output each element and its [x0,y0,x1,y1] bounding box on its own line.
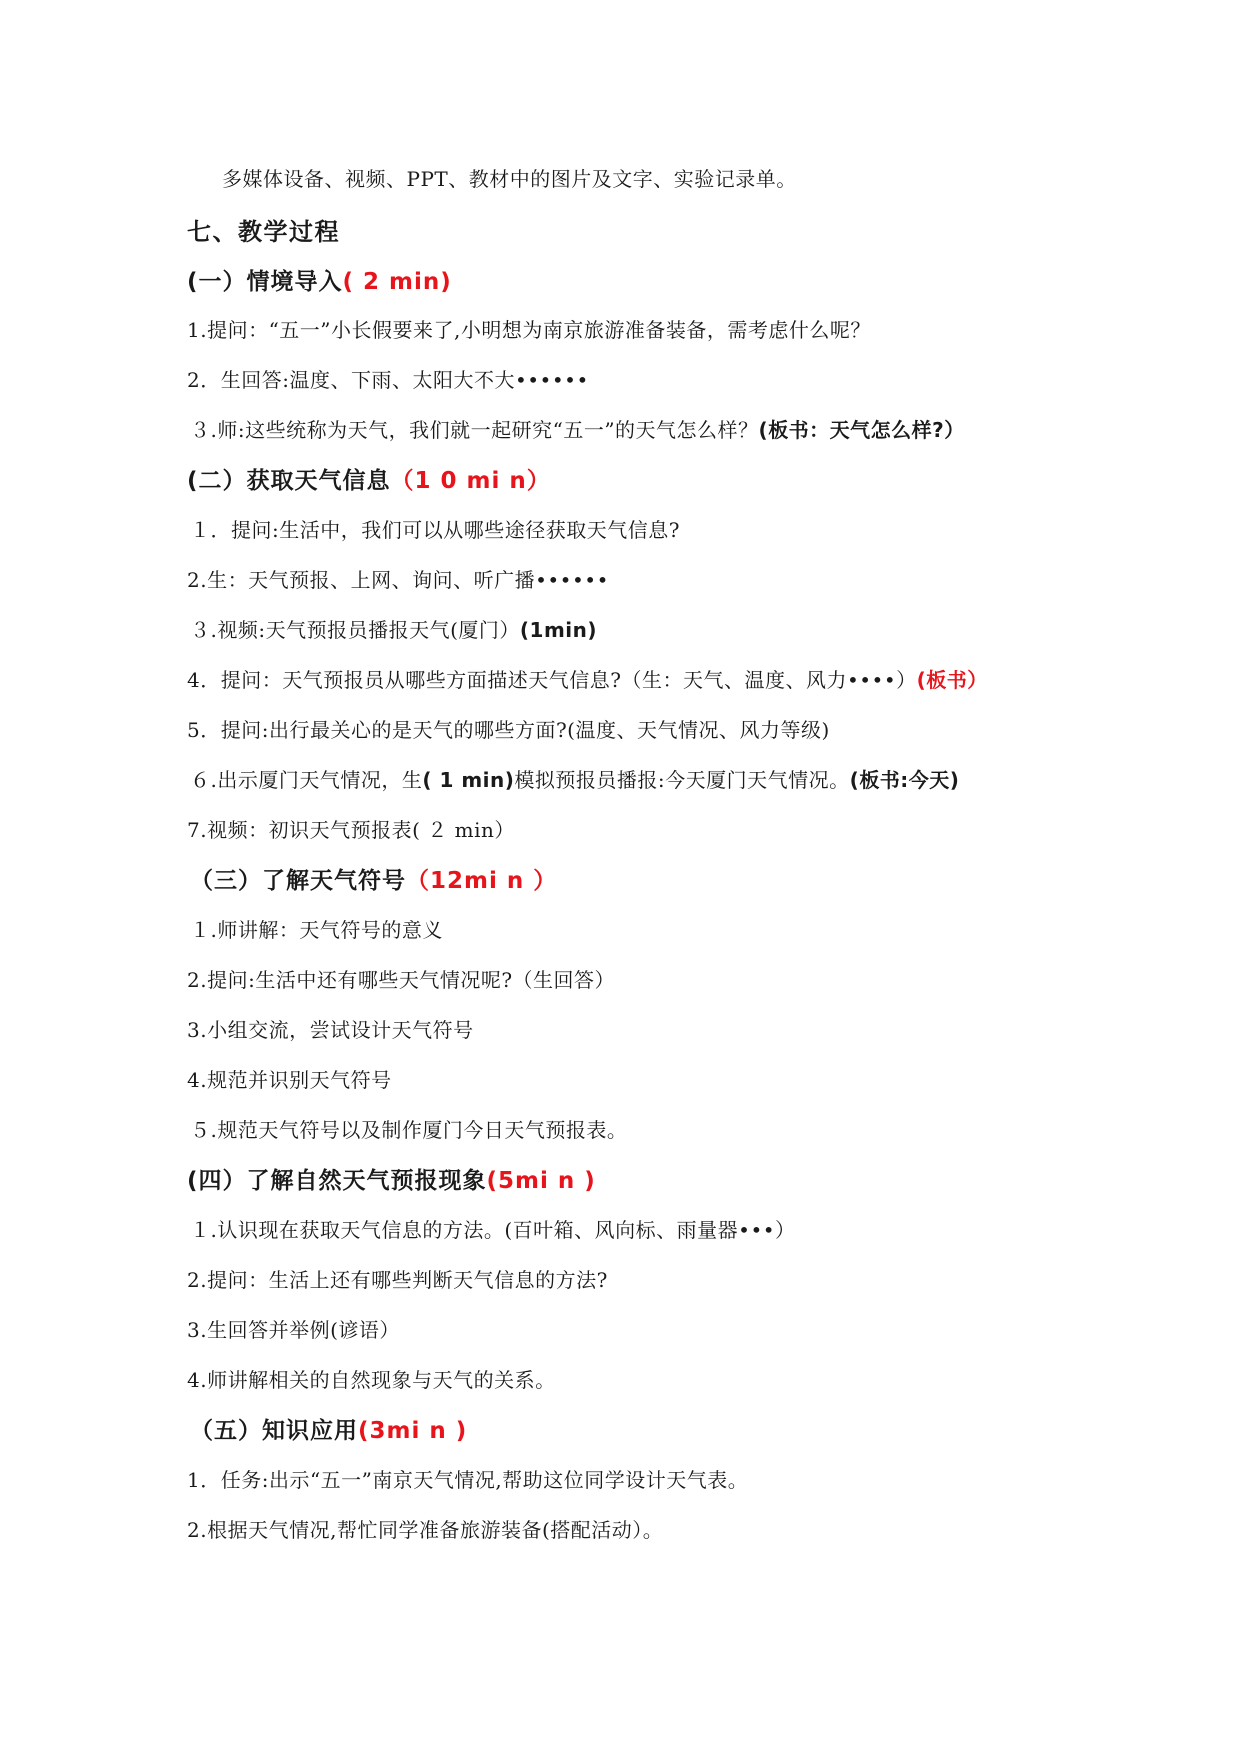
list-item [190,617,597,643]
part-heading [187,1166,596,1196]
part-heading [190,866,557,896]
list-item: 3.生回答并举例(谚语） [187,1318,400,1342]
section-title: 七、教学过程 [187,218,340,246]
part-time: (5mi n ) [486,1168,596,1194]
list-item: 1.提问：“五一”小长假要来了,小明想为南京旅游准备装备，需考虑什么呢？ [187,318,871,342]
materials-line: 多媒体设备、视频、PPT、教材中的图片及文字、实验记录单。 [222,167,797,191]
part-heading-label: (四）了解自然天气预报现象 [187,1168,487,1194]
part-time: （1 0 mi n） [390,468,551,494]
list-item: 5．提问:出行最关心的是天气的哪些方面?(温度、天气情况、风力等级) [187,718,830,742]
part-time: ( 2 min) [342,269,452,295]
list-item: ５.规范天气符号以及制作厦门今日天气预报表。 [190,1118,628,1142]
list-item [187,667,988,693]
list-item: １.认识现在获取天气信息的方法。(百叶箱、风向标、雨量器•••） [190,1218,796,1242]
list-item: 2.根据天气情况,帮忙同学准备旅游装备(搭配活动）。 [187,1518,664,1542]
part-heading [187,466,551,496]
list-item-text: ３.视频:天气预报员播报天气(厦门） [190,618,520,642]
list-item-text: 4．提问：天气预报员从哪些方面描述天气信息?（生：天气、温度、风力••••） [187,668,917,692]
list-item-text: ６.出示厦门天气情况，生 [190,768,423,792]
blackboard-note: (板书:今天) [849,768,960,792]
list-item: １.师讲解：天气符号的意义 [190,918,443,942]
part-heading-label: （五）知识应用 [190,1418,358,1444]
part-time: （12mi n ） [406,868,558,894]
part-time: (3mi n ) [358,1418,468,1444]
list-item: 4.规范并识别天气符号 [187,1068,392,1092]
list-item [190,767,959,793]
list-item-text: 模拟预报员播报:今天厦门天气情况。 [514,768,850,792]
part-heading [190,1416,467,1446]
part-heading-label: (二）获取天气信息 [187,468,391,494]
list-item: 4.师讲解相关的自然现象与天气的关系。 [187,1368,556,1392]
list-item [190,417,965,443]
part-heading [187,267,452,297]
time-note: (1min) [519,618,598,642]
list-item-text: ３.师:这些统称为天气，我们就一起研究“五一”的天气怎么样？ [190,418,759,442]
list-item: 7.视频：初识天气预报表( ２ min） [187,818,515,842]
part-heading-label: （三）了解天气符号 [190,868,406,894]
blackboard-note: (板书：天气怎么样?） [758,418,965,442]
list-item: 2.提问:生活中还有哪些天气情况呢?（生回答） [187,968,616,992]
list-item: 2.生：天气预报、上网、询问、听广播•••••• [187,568,609,592]
list-item: 3.小组交流，尝试设计天气符号 [187,1018,474,1042]
list-item: 2.提问：生活上还有哪些判断天气信息的方法? [187,1268,608,1292]
list-item: 1．任务:出示“五一”南京天气情况,帮助这位同学设计天气表。 [187,1468,749,1492]
list-item: １．提问:生活中，我们可以从哪些途径获取天气信息? [190,518,680,542]
list-item: 2．生回答:温度、下雨、太阳大不大•••••• [187,368,589,392]
blackboard-note: (板书） [916,668,988,692]
part-heading-label: (一）情境导入 [187,269,343,295]
time-note: ( 1 min) [422,768,515,792]
